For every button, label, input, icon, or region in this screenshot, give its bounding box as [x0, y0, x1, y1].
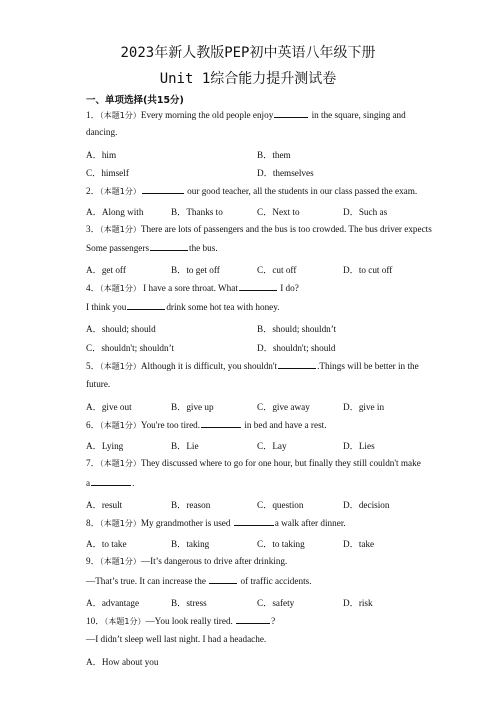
- option-a[interactable]: A．advantage: [86, 598, 140, 608]
- option-d[interactable]: D．Such as: [343, 207, 388, 217]
- score-tag: （本题1分）: [99, 362, 141, 371]
- question-5-line-2: future.: [86, 379, 111, 389]
- option-a[interactable]: A．result: [86, 500, 123, 510]
- option-c[interactable]: C．cut off: [257, 265, 297, 275]
- option-b[interactable]: B．Thanks to: [171, 207, 223, 217]
- option-d[interactable]: D．themselves: [257, 168, 314, 178]
- question-text: Some passengers: [86, 243, 150, 253]
- answer-blank: [278, 359, 316, 369]
- option-a[interactable]: A．should; should: [86, 324, 156, 334]
- option-c[interactable]: C．question: [257, 500, 304, 510]
- score-tag: （本题1分）: [99, 225, 141, 234]
- question-number: 6．: [86, 420, 100, 430]
- question-10-line-2: —I didn’t sleep well last night. I had a headache.: [86, 634, 267, 644]
- answer-blank: [274, 108, 308, 118]
- question-3-line-2: [86, 241, 218, 254]
- option-d[interactable]: D．to cut off: [343, 265, 393, 275]
- option-c[interactable]: C．Next to: [257, 207, 300, 217]
- question-number: 7．: [86, 458, 100, 468]
- option-d[interactable]: D．shouldn't; should: [257, 343, 336, 353]
- question-number: 1．: [86, 110, 100, 120]
- option-a[interactable]: A．to take: [86, 539, 127, 549]
- question-text: a walk after dinner.: [274, 518, 346, 528]
- answer-blank: [127, 300, 165, 310]
- option-b[interactable]: B．taking: [171, 539, 210, 549]
- option-d[interactable]: D．take: [343, 539, 375, 549]
- score-tag: （本题1分）: [99, 557, 141, 566]
- option-a[interactable]: A．Lying: [86, 441, 124, 451]
- question-text: I have a sore throat. What: [140, 283, 238, 293]
- question-text: I do?: [277, 283, 299, 293]
- option-a[interactable]: A．get off: [86, 265, 126, 275]
- question-number: 5．: [86, 361, 100, 371]
- question-text: of traffic accidents.: [238, 576, 312, 586]
- question-text: I think you: [86, 302, 127, 312]
- option-c[interactable]: C．himself: [86, 168, 129, 178]
- option-b[interactable]: B．them: [257, 150, 291, 160]
- score-tag: （本题1分）: [99, 187, 141, 196]
- answer-blank: [91, 476, 131, 486]
- document-title: 2023年新人教版PEP初中英语八年级下册: [120, 45, 376, 61]
- option-b[interactable]: B．stress: [171, 598, 207, 608]
- question-3-line-1: [86, 223, 432, 236]
- question-4-line-1: [86, 281, 299, 295]
- answer-blank: [236, 614, 270, 624]
- question-text: .Things will be better in the: [317, 361, 419, 371]
- question-text: You're too tired.: [140, 420, 201, 430]
- question-number: 10．: [86, 616, 105, 626]
- question-1-line-2: dancing.: [86, 127, 118, 137]
- section-heading: 一、单项选择(共15分): [86, 95, 184, 106]
- score-tag: （本题1分）: [104, 617, 146, 626]
- option-a[interactable]: A．Along with: [86, 207, 144, 217]
- question-text: in bed and have a rest.: [242, 420, 327, 430]
- question-4-line-2: [86, 300, 280, 313]
- option-b[interactable]: B．reason: [171, 500, 211, 510]
- question-number: 2．: [86, 186, 100, 196]
- question-7-line-2: [86, 476, 134, 489]
- option-a[interactable]: A．him: [86, 150, 117, 160]
- question-text: a: [86, 478, 91, 488]
- option-c[interactable]: C．give away: [257, 402, 310, 412]
- answer-blank: [209, 574, 237, 584]
- question-text: —You look really tired.: [145, 616, 236, 626]
- option-b[interactable]: B．give up: [171, 402, 214, 412]
- option-a[interactable]: A．How about you: [86, 657, 159, 667]
- score-tag: （本题1分）: [99, 421, 141, 430]
- question-text: Every morning the old people enjoy: [140, 110, 274, 120]
- question-9-line-1: [86, 555, 287, 568]
- option-c[interactable]: C．Lay: [257, 441, 287, 451]
- question-text: They discussed where to go for one hour, but finally they still couldn't make: [140, 458, 421, 468]
- question-text: My grandmother is used: [140, 518, 233, 528]
- question-8-line-1: [86, 516, 346, 530]
- option-b[interactable]: B．should; shouldn’t: [257, 324, 337, 334]
- question-9-line-2: [86, 574, 312, 587]
- option-d[interactable]: D．risk: [343, 598, 373, 608]
- question-number: 3．: [86, 224, 100, 234]
- score-tag: （本题1分）: [99, 284, 141, 293]
- score-tag: （本题1分）: [99, 519, 141, 528]
- question-6-line-1: [86, 418, 327, 432]
- question-text: ?: [271, 616, 276, 626]
- question-2-line-1: [86, 184, 417, 198]
- question-1-line-1: [86, 108, 406, 122]
- question-number: 8．: [86, 518, 100, 528]
- question-text: drink some hot tea with honey.: [166, 302, 280, 312]
- option-c[interactable]: C．safety: [257, 598, 295, 608]
- question-text: Although it is difficult, you shouldn't: [140, 361, 278, 371]
- question-5-line-1: [86, 359, 419, 373]
- answer-blank: [142, 184, 184, 194]
- question-text: .: [132, 478, 135, 488]
- option-b[interactable]: B．Lie: [171, 441, 199, 451]
- option-b[interactable]: B．to get off: [171, 265, 220, 275]
- question-number: 9．: [86, 556, 100, 566]
- answer-blank: [150, 241, 188, 251]
- option-a[interactable]: A．give out: [86, 402, 132, 412]
- question-text: —It’s dangerous to drive after drinking.: [140, 556, 288, 566]
- question-text: —That’s true. It can increase the: [86, 576, 209, 586]
- question-text: in the square, singing and: [309, 110, 406, 120]
- question-text: There are lots of passengers and the bus is too crowded. The bus driver expects: [140, 224, 432, 234]
- option-d[interactable]: D．Lies: [343, 441, 375, 451]
- document-subtitle: Unit 1综合能力提升测试卷: [159, 71, 337, 87]
- score-tag: （本题1分）: [99, 111, 141, 120]
- question-10-line-1: [86, 614, 275, 628]
- option-d[interactable]: D．give in: [343, 402, 385, 412]
- answer-blank: [234, 516, 274, 526]
- option-d[interactable]: D．decision: [343, 500, 390, 510]
- answer-blank: [239, 281, 277, 291]
- question-number: 4．: [86, 283, 100, 293]
- score-tag: （本题1分）: [99, 459, 141, 468]
- option-c[interactable]: C．shouldn't; shouldn’t: [86, 343, 175, 353]
- question-7-line-1: [86, 457, 421, 470]
- answer-blank: [201, 418, 241, 428]
- question-text: our good teacher, all the students in our class passed the exam.: [184, 186, 418, 196]
- question-text: the bus.: [189, 243, 218, 253]
- option-c[interactable]: C．to taking: [257, 539, 305, 549]
